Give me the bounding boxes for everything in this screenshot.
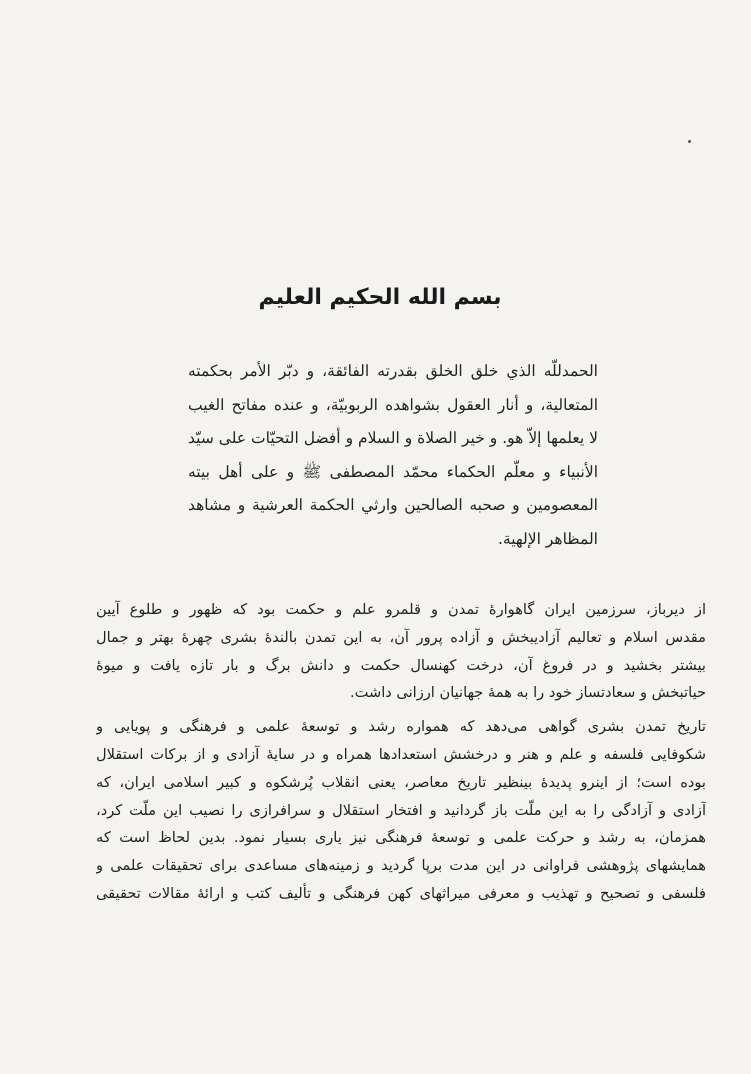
arabic-intro-block — [188, 355, 598, 557]
body-line: آزادی و آزادگی را به این ملّت باز گردانید و افتخار استقلال و سرافرازی را نصیب این ملّت کرد، — [96, 801, 706, 819]
body-line: فلسفی و تصحیح و تهذیب و معرفی میراثهای کهن فرهنگی و تألیف کتب و ارائهٔ مقالات تحقیقی — [96, 884, 706, 902]
bismillah-heading: بسم الله الحكيم العليم — [258, 285, 502, 310]
body-line: مقدس اسلام و تعالیم آزادیبخش و آزاده پرور آن، به این تمدن بالندهٔ بشری چهرهٔ بهتر و جمال — [96, 628, 706, 646]
body-line: بیشتر بخشید و در فروغ آن، درخت کهنسال حکمت و دانش برگ و بار تازه یافت و میوهٔ — [96, 656, 706, 674]
arabic-line: لا يعلمها إلاّ هو. و خير الصلاة و السلام و أفضل التحيّات على سيّد — [188, 429, 598, 448]
body-line: همزمان، به رشد و حرکت علمی و توسعهٔ فرهنگی نیز یاری بسیار نمود. بدین لحاظ است که — [96, 829, 706, 847]
body-line: حیاتبخش و سعادتساز خود را به همهٔ جهانیان ارزانی داشت. — [350, 684, 706, 702]
persian-body — [96, 596, 706, 908]
body-line: شکوفایی فلسفه و علم و هنر و درخشش استعدادها همراه و در سایهٔ آزادی و از برکات استقلال — [96, 745, 706, 763]
body-line: تاریخ تمدن بشری گواهی می‌دهد که همواره رشد و توسعهٔ علمی و فرهنگی و پویایی و — [96, 718, 706, 736]
arabic-line: المظاهر الإلهية. — [497, 529, 598, 548]
arabic-line: المتعالية، و أنار العقول بشواهده الربوبيّة، و عنده مفاتح الغيب — [188, 395, 598, 414]
arabic-line: المعصومين و صحبه الصالحين وارثي الحكمة العرشية و مشاهد — [188, 496, 598, 515]
body-line: از دیرباز، سرزمین ایران گاهوارهٔ تمدن و قلمرو علم و حکمت بود که ظهور و طلوع آیین — [96, 601, 706, 618]
arabic-line: الأنبياء و معلّم الحكماء محمّد المصطفى ﷺ و على أهل بيته — [188, 462, 598, 481]
body-line: بوده است؛ از اینرو پدیدهٔ بینظیر تاریخ معاصر، یعنی انقلاب پُرشکوه و کبیر اسلامی ایران، که — [96, 773, 706, 791]
arabic-line: الحمدللّه الذي خلق الخلق بقدرته الفائقة، و دبّر الأمر بحكمته — [188, 362, 598, 380]
margin-dot — [688, 140, 691, 143]
body-line: همایشهای پژوهشی فراوانی در این مدت برپا گردید و زمینه‌های مساعدی برای تحقیقات علمی و — [96, 857, 706, 875]
